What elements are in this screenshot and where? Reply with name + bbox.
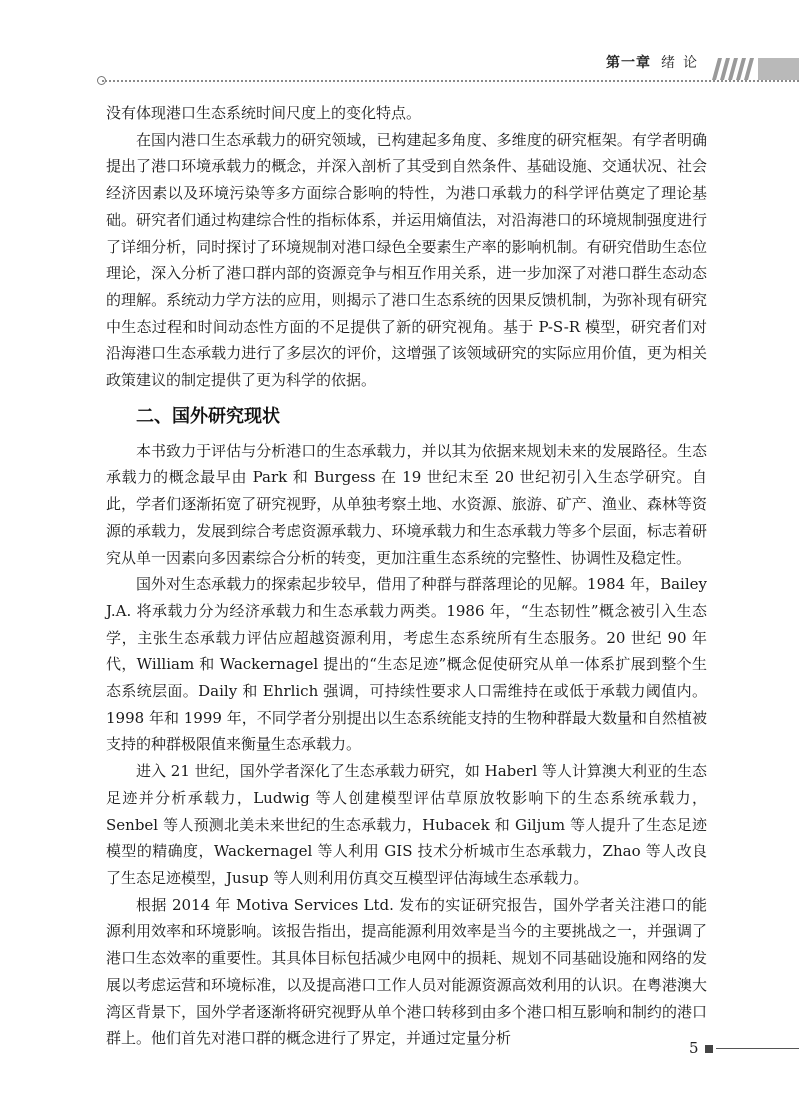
chapter-section-label: 绪论	[661, 55, 705, 71]
header-gray-bar	[758, 58, 799, 80]
paragraph-continued: 没有体现港口生态系统时间尺度上的变化特点。	[106, 104, 422, 122]
section-title: 二、国外研究现状	[136, 405, 280, 427]
chapter-label: 第一章	[606, 55, 651, 71]
page-number: 5	[689, 1039, 699, 1057]
paragraph-early-research: 国外对生态承载力的探索起步较早，借用了种群与群落理论的见解。1984 年，Bailey J.A. 将承载力分为经济承载力和生态承载力两类。1986 年，“生态韧性”概念被引入生态学，主张生态承载力评估应超越资源利用，考虑生态系统所有生态服务。20 世纪 90 年代，William 和 Wackernagel 提出的“生态足迹”概念促使研究从单一体系扩展到整个生态系统层面。Daily 和 Ehrlich 强调，可持续性要求人口需维持在或低于承载力阈值内。1998 年和 1999 年，不同学者分别提出以生态系统能支持的生物种群最大数量和自然植被支持的种群极限值来衡量生态承载力。	[106, 575, 707, 754]
paragraph-domestic-research: 在国内港口生态承载力的研究领域，已构建起多角度、多维度的研究框架。有学者明确提出了港口环境承载力的概念，并深入剖析了其受到自然条件、基础设施、交通状况、社会经济因素以及环境污染等多方面综合影响的特性，为港口承载力的科学评估奠定了理论基础。研究者们通过构建综合性的指标体系，并运用熵值法，对沿海港口的环境规制强度进行了详细分析，同时探讨了环境规制对港口绿色全要素生产率的影响机制。有研究借助生态位理论，深入分析了港口群内部的资源竞争与相互作用关系，进一步加深了对港口群生态动态的理解。系统动力学方法的应用，则揭示了港口生态系统的因果反馈机制，为弥补现有研究中生态过程和时间动态性方面的不足提供了新的研究视角。基于 P-S-R 模型，研究者们对沿海港口生态承载力进行了多层次的评价，这增强了该领域研究的实际应用价值，更为相关政策建议的制定提供了更为科学的依据。	[106, 130, 707, 390]
paragraph-port-energy: 根据 2014 年 Motiva Services Ltd. 发布的实证研究报告，国外学者关注港口的能源利用效率和环境影响。该报告指出，提高能源利用效率是当今的主要挑战之一，并强调了港口生态效率的重要性。其具体目标包括减少电网中的损耗、规划不同基础设施和网络的发展以考虑运营和环境标准，以及提高港口工作人员对能源资源高效利用的认识。在粤港澳大湾区背景下，国外学者逐渐将研究视野从单个港口转移到由多个港口相互影响和制约的港口群上。他们首先对港口群的概念进行了界定，并通过定量分析	[106, 895, 707, 1048]
running-header	[0, 0, 799, 90]
chapter-heading	[606, 52, 705, 72]
header-dotted-rule	[102, 80, 799, 82]
footer-rule	[716, 1048, 799, 1049]
paragraph-concept-origin: 本书致力于评估与分析港口的生态承载力，并以其为依据来规划未来的发展路径。生态承载力的概念最早由 Park 和 Burgess 在 19 世纪末至 20 世纪初引入生态学研究。自此，学者们逐渐拓宽了研究视野，从单独考察土地、水资源、旅游、矿产、渔业、森林等资源的承载力，发展到综合考虑资源承载力、环境承载力和生态承载力等多个层面，标志着研究从单一因素向多因素综合分析的转变，更加注重生态系统的完整性、协调性及稳定性。	[106, 441, 707, 567]
header-stripe-decoration	[712, 58, 758, 80]
footer-square-marker	[705, 1045, 713, 1053]
page-body	[106, 100, 707, 1052]
paragraph-21st-century: 进入 21 世纪，国外学者深化了生态承载力研究，如 Haberl 等人计算澳大利亚的生态足迹并分析承载力，Ludwig 等人创建模型评估草原放牧影响下的生态系统承载力，Senbel 等人预测北美未来世纪的生态承载力，Hubacek 和 Giljum 等人提升了生态足迹模型的精确度，Wackernagel 等人利用 GIS 技术分析城市生态承载力，Zhao 等人改良了生态足迹模型，Jusup 等人则利用仿真交互模型评估海域生态承载力。	[106, 762, 707, 887]
